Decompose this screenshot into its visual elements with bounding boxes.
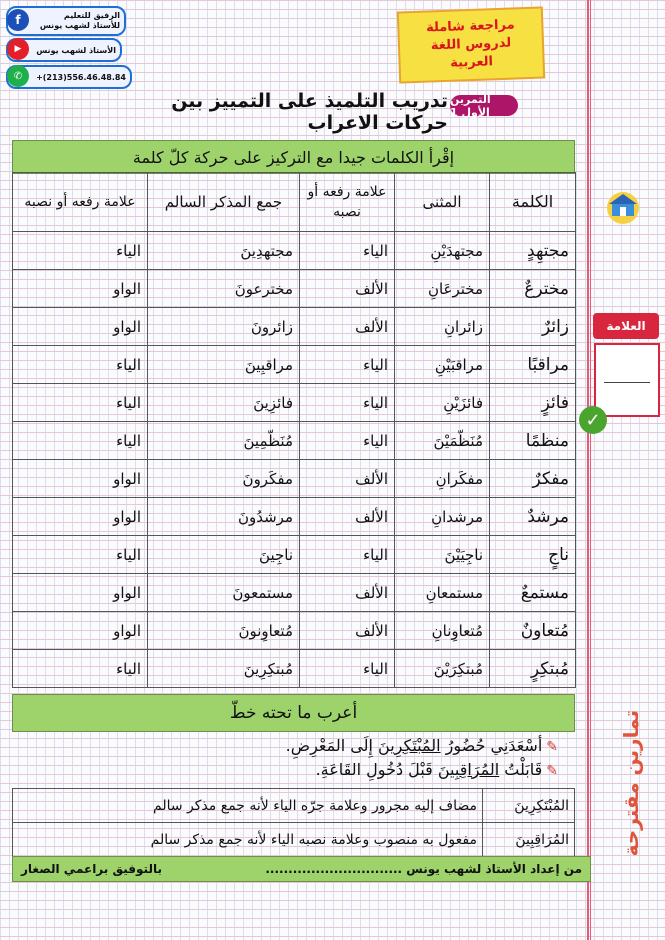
table-row [13, 574, 576, 612]
facebook-icon: f [7, 9, 29, 31]
word-cell: منظمًا [490, 422, 576, 460]
pen-icon: ✎ [546, 739, 558, 755]
word-cell: مرشدٌ [490, 498, 576, 536]
plural-sign-cell: الواو [13, 574, 148, 612]
instruction-text: إقْرأ الكلمات جيدا مع التركيز على حركة كلّ كلمة [132, 147, 455, 167]
check-icon: ✓ [579, 406, 607, 434]
parse-panel [12, 694, 575, 732]
youtube-text: الأستاذ لشهب يونس [36, 45, 116, 55]
dual-sign-cell: الياء [300, 422, 395, 460]
plural-sign-cell: الواو [13, 498, 148, 536]
whatsapp-icon: ✆ [7, 65, 29, 87]
dual-cell: مفكَرانِ [395, 460, 490, 498]
header-dual-sign: علامة رفعه أو نصبه [300, 173, 395, 232]
table-row [13, 650, 576, 688]
review-badge [397, 6, 545, 83]
dual-sign-cell: الياء [300, 384, 395, 422]
dual-sign-cell: الياء [300, 536, 395, 574]
table-row [13, 422, 576, 460]
dual-cell: ناجِيَيْنَ [395, 536, 490, 574]
plural-sign-cell: الواو [13, 308, 148, 346]
dual-cell: مراقبَيْنِ [395, 346, 490, 384]
word-cell: مستمعٌ [490, 574, 576, 612]
table-row [13, 346, 576, 384]
plural-sign-cell: الواو [13, 270, 148, 308]
dual-cell: مخترعَانِ [395, 270, 490, 308]
header-plural: جمع المذكر السالم [148, 173, 300, 232]
plural-sign-cell: الياء [13, 536, 148, 574]
dual-sign-cell: الألف [300, 460, 395, 498]
plural-sign-cell: الياء [13, 232, 148, 270]
plural-sign-cell: الياء [13, 346, 148, 384]
dual-sign-cell: الألف [300, 270, 395, 308]
word-cell: مُبتكِرٍ [490, 650, 576, 688]
youtube-badge[interactable] [6, 38, 122, 62]
dual-sign-cell: الألف [300, 574, 395, 612]
dual-cell: مرشدانِ [395, 498, 490, 536]
plural-cell: مخترعونَ [148, 270, 300, 308]
school-emblem-icon [603, 186, 643, 226]
whatsapp-badge[interactable] [6, 65, 132, 89]
plural-sign-cell: الياء [13, 422, 148, 460]
table-row [13, 498, 576, 536]
plural-sign-cell: الياء [13, 650, 148, 688]
youtube-icon: ▶ [7, 38, 29, 60]
dual-sign-cell: الياء [300, 650, 395, 688]
analysis-word: المُبْتَكِرِينَ [483, 789, 575, 823]
header-plural-sign: علامة رفعه أو نصبه [13, 173, 148, 232]
header-word: الكلمة [490, 173, 576, 232]
dual-cell: مستمعانِ [395, 574, 490, 612]
parse-heading: أعرب ما تحته خطّ [229, 703, 358, 723]
instruction-panel [12, 140, 575, 174]
footer-panel [12, 856, 591, 882]
dual-cell: مجتهدَيْنِ [395, 232, 490, 270]
plural-cell: مجتهدِينَ [148, 232, 300, 270]
exercise-pill: التمرين الأول 1 [450, 95, 518, 116]
facebook-badge[interactable] [6, 6, 126, 36]
plural-cell: فائزِينَ [148, 384, 300, 422]
margin-line [587, 0, 589, 940]
plural-cell: مستمعونَ [148, 574, 300, 612]
sign-label: العلامة [593, 313, 659, 339]
plural-sign-cell: الياء [13, 384, 148, 422]
underlined-word-1: المُبْتَكِرِينَ [378, 736, 441, 755]
badge-line-1: مراجعة شاملة [425, 17, 515, 36]
analysis-table [12, 788, 575, 857]
word-cell: ناجٍ [490, 536, 576, 574]
plural-cell: مراقبِينَ [148, 346, 300, 384]
dual-sign-cell: الياء [300, 346, 395, 384]
word-cell: مراقبًا [490, 346, 576, 384]
plural-cell: ناجِينَ [148, 536, 300, 574]
badge-line-3: العربية [449, 54, 494, 71]
facebook-text: الرفيق للتعليم للأستاذ لشهب يونس [39, 11, 120, 30]
pen-icon: ✎ [546, 763, 558, 779]
word-cell: فائزٍ [490, 384, 576, 422]
grade-box [594, 343, 660, 417]
dual-sign-cell: الياء [300, 232, 395, 270]
table-row [13, 308, 576, 346]
footer-author: من إعداد الأستاذ لشهب يونس .............................. [265, 862, 582, 876]
dual-sign-cell: الألف [300, 498, 395, 536]
dual-sign-cell: الألف [300, 308, 395, 346]
plural-cell: مُبتكِرِينَ [148, 650, 300, 688]
analysis-desc: مفعول به منصوب وعلامة نصبه الياء لأنه جمع مذكر سالم [13, 823, 483, 857]
footer-wish: بالتوفيق براعمي الصغار [21, 862, 162, 876]
word-cell: زائرٌ [490, 308, 576, 346]
plural-sign-cell: الواو [13, 460, 148, 498]
vertical-label [612, 460, 652, 857]
words-table [12, 172, 576, 688]
dual-cell: زائرانِ [395, 308, 490, 346]
exercise-title: تدريب التلميذ على التمييز بين حركات الاعراب [171, 90, 448, 134]
vertical-text: تمارين مقترحة [619, 710, 643, 857]
sentence-2: ✎قَابَلْتُ المُرَاقِبِينَ قَبْلَ دُخُولِ القَاعَةِ. [315, 760, 558, 779]
plural-sign-cell: الواو [13, 612, 148, 650]
dual-cell: مُنَظّمَيْنَ [395, 422, 490, 460]
badge-line-2: لدروس اللغة [430, 35, 512, 54]
word-cell: مجتهِدٍ [490, 232, 576, 270]
plural-cell: مفكَرونَ [148, 460, 300, 498]
table-row [13, 232, 576, 270]
dual-cell: مُتعاوِنانِ [395, 612, 490, 650]
plural-cell: مُتعاوِنونَ [148, 612, 300, 650]
analysis-row [13, 789, 575, 823]
plural-cell: مرشدُونَ [148, 498, 300, 536]
analysis-row [13, 823, 575, 857]
table-row [13, 270, 576, 308]
margin-line-2 [590, 0, 591, 940]
whatsapp-text: +(213)556.46.48.84 [36, 72, 126, 82]
sentence-1: ✎أسْعَدَنِي حُضُورُ المُبْتَكِرِينَ إِلَى المَعْرِضِ. [285, 736, 558, 755]
analysis-word: المُرَاقِبِينَ [483, 823, 575, 857]
dual-cell: مُبتكِرَيْنَ [395, 650, 490, 688]
table-row [13, 384, 576, 422]
analysis-desc: مضاف إليه مجرور وعلامة جرّه الياء لأنه جمع مذكر سالم [13, 789, 483, 823]
plural-cell: زائرونَ [148, 308, 300, 346]
dual-sign-cell: الألف [300, 612, 395, 650]
dual-cell: فائزَيْنِ [395, 384, 490, 422]
word-cell: مخترعٌ [490, 270, 576, 308]
table-header-row [13, 173, 576, 232]
word-cell: مُتعاونٌ [490, 612, 576, 650]
underlined-word-2: المُرَاقِبِينَ [437, 760, 500, 779]
table-row [13, 460, 576, 498]
plural-cell: مُنَظّمِينَ [148, 422, 300, 460]
header-dual: المثنى [395, 173, 490, 232]
word-cell: مفكرٌ [490, 460, 576, 498]
table-row [13, 612, 576, 650]
table-row [13, 536, 576, 574]
